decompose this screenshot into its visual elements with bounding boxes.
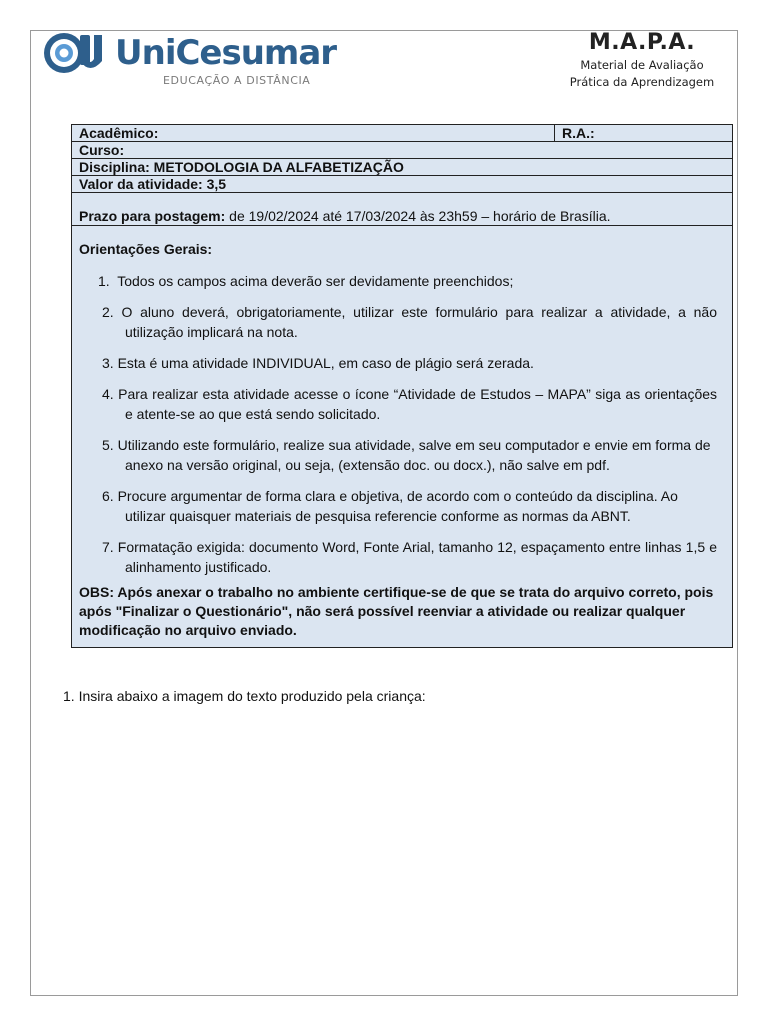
orientacoes-title: Orientações Gerais: [79, 241, 213, 257]
orientacoes-section [72, 226, 732, 647]
valor-row: Valor da atividade: 3,5 [72, 176, 732, 193]
prazo-value: de 19/02/2024 até 17/03/2024 às 23h59 – horário de Brasília. [225, 208, 611, 224]
unicesumar-logo [40, 31, 337, 91]
curso-field[interactable]: Curso: [72, 142, 732, 159]
list-item: 6. Procure argumentar de forma clara e objetiva, de acordo com o conteúdo da disciplina. Ao utilizar quaisquer materiais de pesquisa referencie conforme as normas da ABNT. [102, 488, 678, 524]
obs-note: OBS: Após anexar o trabalho no ambiente certifique-se de que se trata do arquivo correto, pois após "Finalizar o Questionário", não será possível reenviar a atividade ou realizar qualquer modificação no arquivo enviado. [79, 584, 714, 638]
ra-field[interactable]: R.A.: [554, 125, 732, 141]
list-item: 7. Formatação exigida: documento Word, Fonte Arial, tamanho 12, espaçamento entre linhas 1,5 e alinhamento justificado. [102, 539, 718, 575]
doc-title-block [560, 30, 724, 91]
prazo-row [72, 193, 732, 226]
prazo-label: Prazo para postagem: [79, 208, 226, 224]
list-item: 3. Esta é uma atividade INDIVIDUAL, em caso de plágio será zerada. [102, 355, 534, 371]
academico-field[interactable]: Acadêmico: [79, 125, 159, 141]
list-item: 1. Todos os campos acima deverão ser devidamente preenchidos; [98, 273, 514, 289]
doc-subtitle-line1: Material de Avaliação [580, 58, 704, 72]
question-1: 1. Insira abaixo a imagem do texto produzido pela criança: [63, 688, 426, 704]
disciplina-row: Disciplina: METODOLOGIA DA ALFABETIZAÇÃO [72, 159, 732, 176]
unicesumar-emblem-icon [40, 31, 110, 81]
doc-title: M.A.P.A. [588, 30, 696, 55]
orientacoes-list [79, 271, 717, 577]
form-table [71, 124, 733, 648]
doc-subtitle-line2: Prática da Aprendizagem [569, 75, 715, 89]
list-item: 2. O aluno deverá, obrigatoriamente, utilizar este formulário para realizar a atividade, a não utilização implicará na nota. [102, 304, 718, 340]
logo-name: UniCesumar [115, 33, 337, 73]
list-item: 5. Utilizando este formulário, realize sua atividade, salve em seu computador e envie em forma de anexo na versão original, ou seja, (extensão doc. ou docx.), não salve em pdf. [102, 437, 711, 473]
logo-tagline: EDUCAÇÃO A DISTÂNCIA [163, 74, 311, 87]
academico-row [72, 125, 732, 142]
list-item: 4. Para realizar esta atividade acesse o ícone “Atividade de Estudos – MAPA” siga as orientações e atente-se ao que está sendo solicitado. [102, 386, 718, 422]
